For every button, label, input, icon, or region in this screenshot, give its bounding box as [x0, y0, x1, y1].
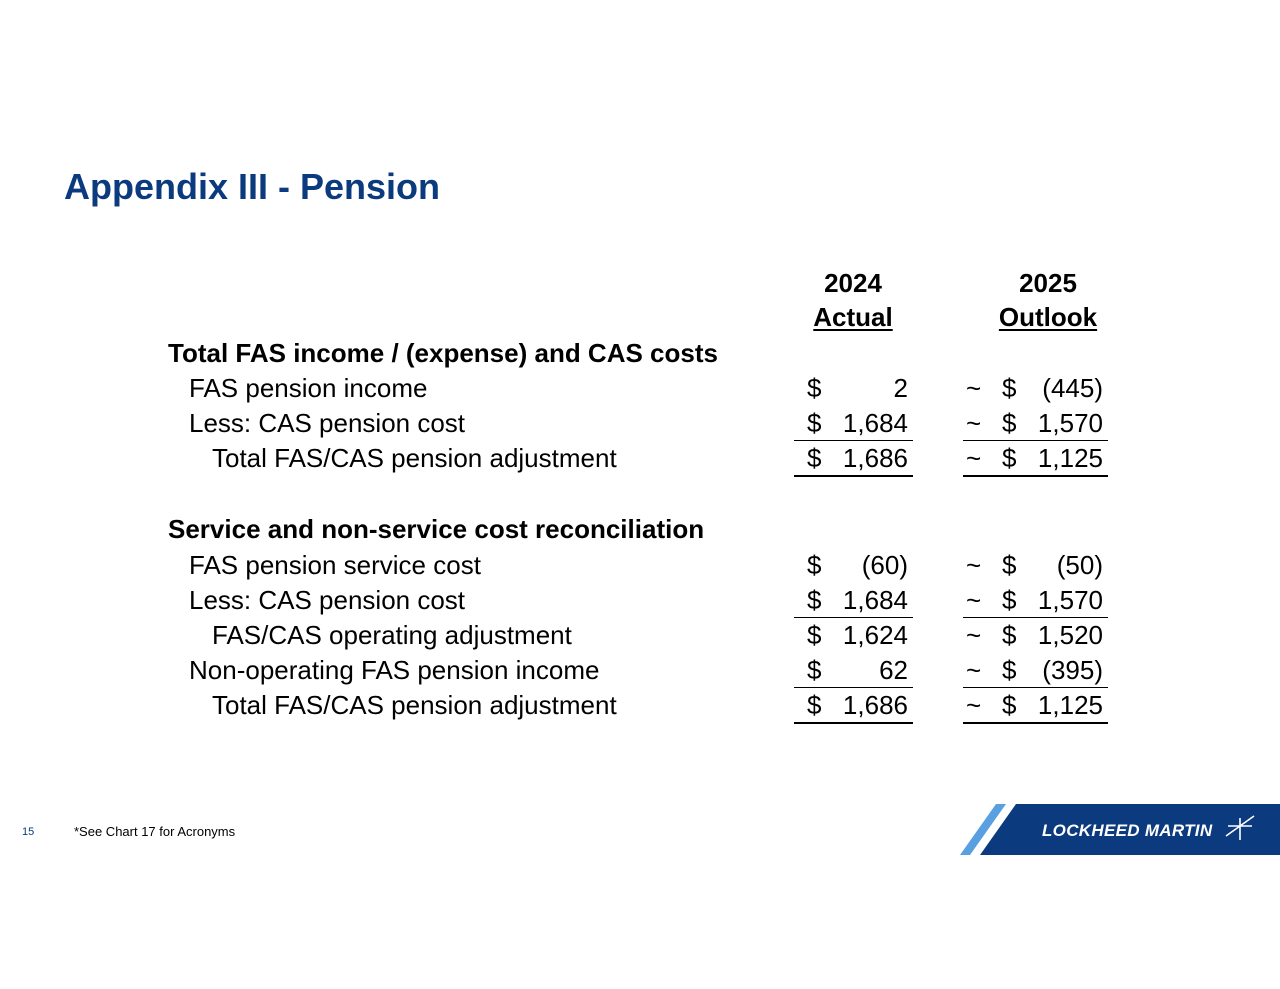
star-icon — [1224, 812, 1256, 844]
currency-symbol: $ — [1002, 620, 1017, 650]
amount: 1,624 — [842, 620, 908, 650]
row-label: Less: CAS pension cost — [189, 408, 466, 438]
currency-symbol: $ — [807, 443, 822, 473]
logo-text: LOCKHEED MARTIN — [1042, 821, 1213, 840]
value-2025 — [963, 583, 1107, 618]
row-label: FAS pension service cost — [189, 550, 481, 580]
currency-symbol: $ — [1002, 585, 1017, 615]
amount: 1,684 — [842, 408, 908, 438]
value-2024 — [794, 583, 912, 618]
table-row — [0, 371, 1280, 406]
approx-symbol: ~ — [966, 373, 982, 403]
currency-symbol: $ — [1002, 373, 1017, 403]
value-2024 — [794, 653, 912, 688]
value-2024 — [794, 688, 912, 723]
value-2024 — [794, 441, 912, 476]
currency-symbol: $ — [807, 373, 822, 403]
table-row — [0, 406, 1280, 441]
table-row — [0, 653, 1280, 688]
value-2025 — [963, 371, 1107, 406]
column-subtitle: Actual — [813, 302, 893, 332]
section-heading-reconciliation — [0, 512, 1280, 547]
value-2025 — [963, 441, 1107, 476]
column-header-2024 — [783, 266, 923, 334]
value-2024 — [794, 406, 912, 441]
value-2025 — [963, 618, 1107, 653]
amount: 1,686 — [842, 690, 908, 720]
amount: 1,684 — [842, 585, 908, 615]
row-label: FAS/CAS operating adjustment — [212, 620, 572, 650]
amount: 1,686 — [842, 443, 908, 473]
value-2024 — [794, 371, 912, 406]
value-2024 — [794, 548, 912, 583]
value-2025 — [963, 688, 1107, 723]
value-2024 — [794, 618, 912, 653]
approx-symbol: ~ — [966, 408, 982, 438]
amount: 2 — [893, 373, 908, 403]
amount: (60) — [861, 550, 908, 580]
amount: 1,125 — [1037, 690, 1103, 720]
total-rule — [963, 475, 1108, 477]
amount: 1,125 — [1037, 443, 1103, 473]
table-row-total — [0, 688, 1280, 723]
section-heading-fas-cas — [0, 336, 1280, 371]
column-subtitle: Outlook — [998, 302, 1098, 332]
approx-symbol: ~ — [966, 550, 982, 580]
amount: 1,570 — [1037, 408, 1103, 438]
row-label: Service and non-service cost reconciliation — [168, 514, 705, 544]
row-label: Total FAS income / (expense) and CAS costs — [168, 338, 718, 368]
approx-symbol: ~ — [966, 690, 982, 720]
lockheed-martin-logo — [958, 804, 1280, 855]
row-label: Non-operating FAS pension income — [189, 655, 600, 685]
value-2025 — [963, 548, 1107, 583]
approx-symbol: ~ — [966, 620, 982, 650]
table-row — [0, 583, 1280, 618]
currency-symbol: $ — [807, 408, 822, 438]
currency-symbol: $ — [1002, 690, 1017, 720]
currency-symbol: $ — [1002, 443, 1017, 473]
row-label: FAS pension income — [189, 373, 428, 403]
currency-symbol: $ — [807, 655, 822, 685]
currency-symbol: $ — [807, 585, 822, 615]
column-year: 2024 — [824, 268, 882, 298]
table-row — [0, 548, 1280, 583]
table-row — [0, 618, 1280, 653]
row-label: Total FAS/CAS pension adjustment — [212, 443, 617, 473]
total-rule — [794, 475, 913, 477]
page-title: Appendix III - Pension — [64, 166, 441, 207]
value-2025 — [963, 653, 1107, 688]
amount: (50) — [1056, 550, 1103, 580]
page-number: 15 — [22, 826, 35, 838]
approx-symbol: ~ — [966, 585, 982, 615]
approx-symbol: ~ — [966, 443, 982, 473]
amount: (445) — [1042, 373, 1103, 403]
currency-symbol: $ — [807, 620, 822, 650]
value-2025 — [963, 406, 1107, 441]
row-label: Less: CAS pension cost — [189, 585, 466, 615]
approx-symbol: ~ — [966, 655, 982, 685]
column-year: 2025 — [1019, 268, 1077, 298]
amount: 1,520 — [1037, 620, 1103, 650]
currency-symbol: $ — [1002, 655, 1017, 685]
total-rule — [794, 722, 913, 724]
amount: 62 — [879, 655, 908, 685]
amount: 1,570 — [1037, 585, 1103, 615]
currency-symbol: $ — [1002, 408, 1017, 438]
table-row-total — [0, 441, 1280, 476]
currency-symbol: $ — [1002, 550, 1017, 580]
amount: (395) — [1042, 655, 1103, 685]
total-rule — [963, 722, 1108, 724]
footnote: *See Chart 17 for Acronyms — [74, 824, 236, 839]
row-label: Total FAS/CAS pension adjustment — [212, 690, 617, 720]
column-header-2025 — [978, 266, 1118, 334]
currency-symbol: $ — [807, 690, 822, 720]
currency-symbol: $ — [807, 550, 822, 580]
